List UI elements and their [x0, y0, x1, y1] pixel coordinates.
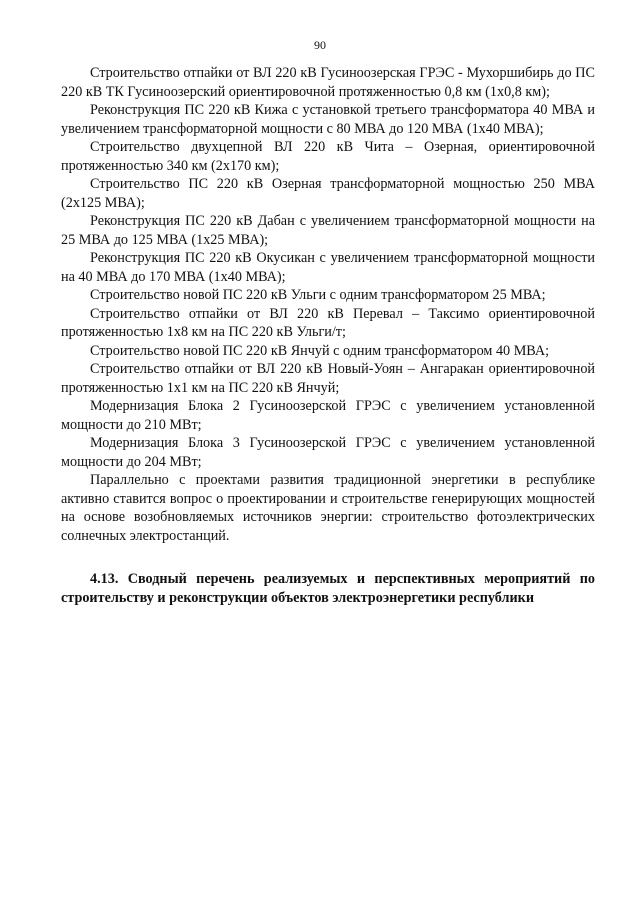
paragraph-9: Строительство новой ПС 220 кВ Янчуй с одним трансформатором 40 МВА; — [90, 342, 550, 359]
page-number: 90 — [314, 38, 326, 52]
paragraph-8: Строительство отпайки от ВЛ 220 кВ Перевал – Таксимо ориентировочной протяженностью 1х8 км на ПС 220 кВ Ульги/т; — [61, 305, 595, 340]
paragraph-10: Строительство отпайки от ВЛ 220 кВ Новый-Уоян – Ангаракан ориентировочной протяженностью 1х1 км на ПС 220 кВ Янчуй; — [61, 361, 595, 396]
paragraph-3: Строительство двухцепной ВЛ 220 кВ Чита – Озерная, ориентировочной протяженностью 340 км (2х170 км); — [61, 139, 595, 174]
paragraph-6: Реконструкция ПС 220 кВ Окусикан с увеличением трансформаторной мощности на 40 МВА до 170 МВА (1х40 МВА); — [61, 250, 595, 285]
paragraph-4: Строительство ПС 220 кВ Озерная трансформаторной мощностью 250 МВА (2х125 МВА); — [61, 176, 595, 211]
document-body — [61, 64, 595, 607]
paragraph-13: Параллельно с проектами развития традиционной энергетики в республике активно ставится вопрос о проектировании и строительстве генерирующих мощностей на основе возобновляемых источников энергии: строительство фотоэлектрических солнечных электростанций. — [61, 472, 595, 544]
paragraph-12: Модернизация Блока 3 Гусиноозерской ГРЭС с увеличением установленной мощности до 204 МВт; — [61, 435, 595, 470]
paragraph-11: Модернизация Блока 2 Гусиноозерской ГРЭС с увеличением установленной мощности до 210 МВт; — [61, 398, 595, 433]
paragraph-1: Строительство отпайки от ВЛ 220 кВ Гусиноозерская ГРЭС - Мухоршибирь до ПС 220 кВ ТК Гусиноозерский ориентировочной протяженностью 0,8 км (1х0,8 км); — [61, 65, 595, 100]
paragraph-5: Реконструкция ПС 220 кВ Дабан с увеличением трансформаторной мощности на 25 МВА до 125 МВА (1х25 МВА); — [61, 213, 595, 248]
section-heading: 4.13. Сводный перечень реализуемых и перспективных мероприятий по строительству и реконструкции объектов электроэнергетики республики — [61, 571, 595, 606]
paragraph-7: Строительство новой ПС 220 кВ Ульги с одним трансформатором 25 МВА; — [90, 287, 546, 303]
paragraph-2: Реконструкция ПС 220 кВ Кижа с установкой третьего трансформатора 40 МВА и увеличением трансформаторной мощности с 80 МВА до 120 МВА (1х40 МВА); — [61, 102, 595, 137]
